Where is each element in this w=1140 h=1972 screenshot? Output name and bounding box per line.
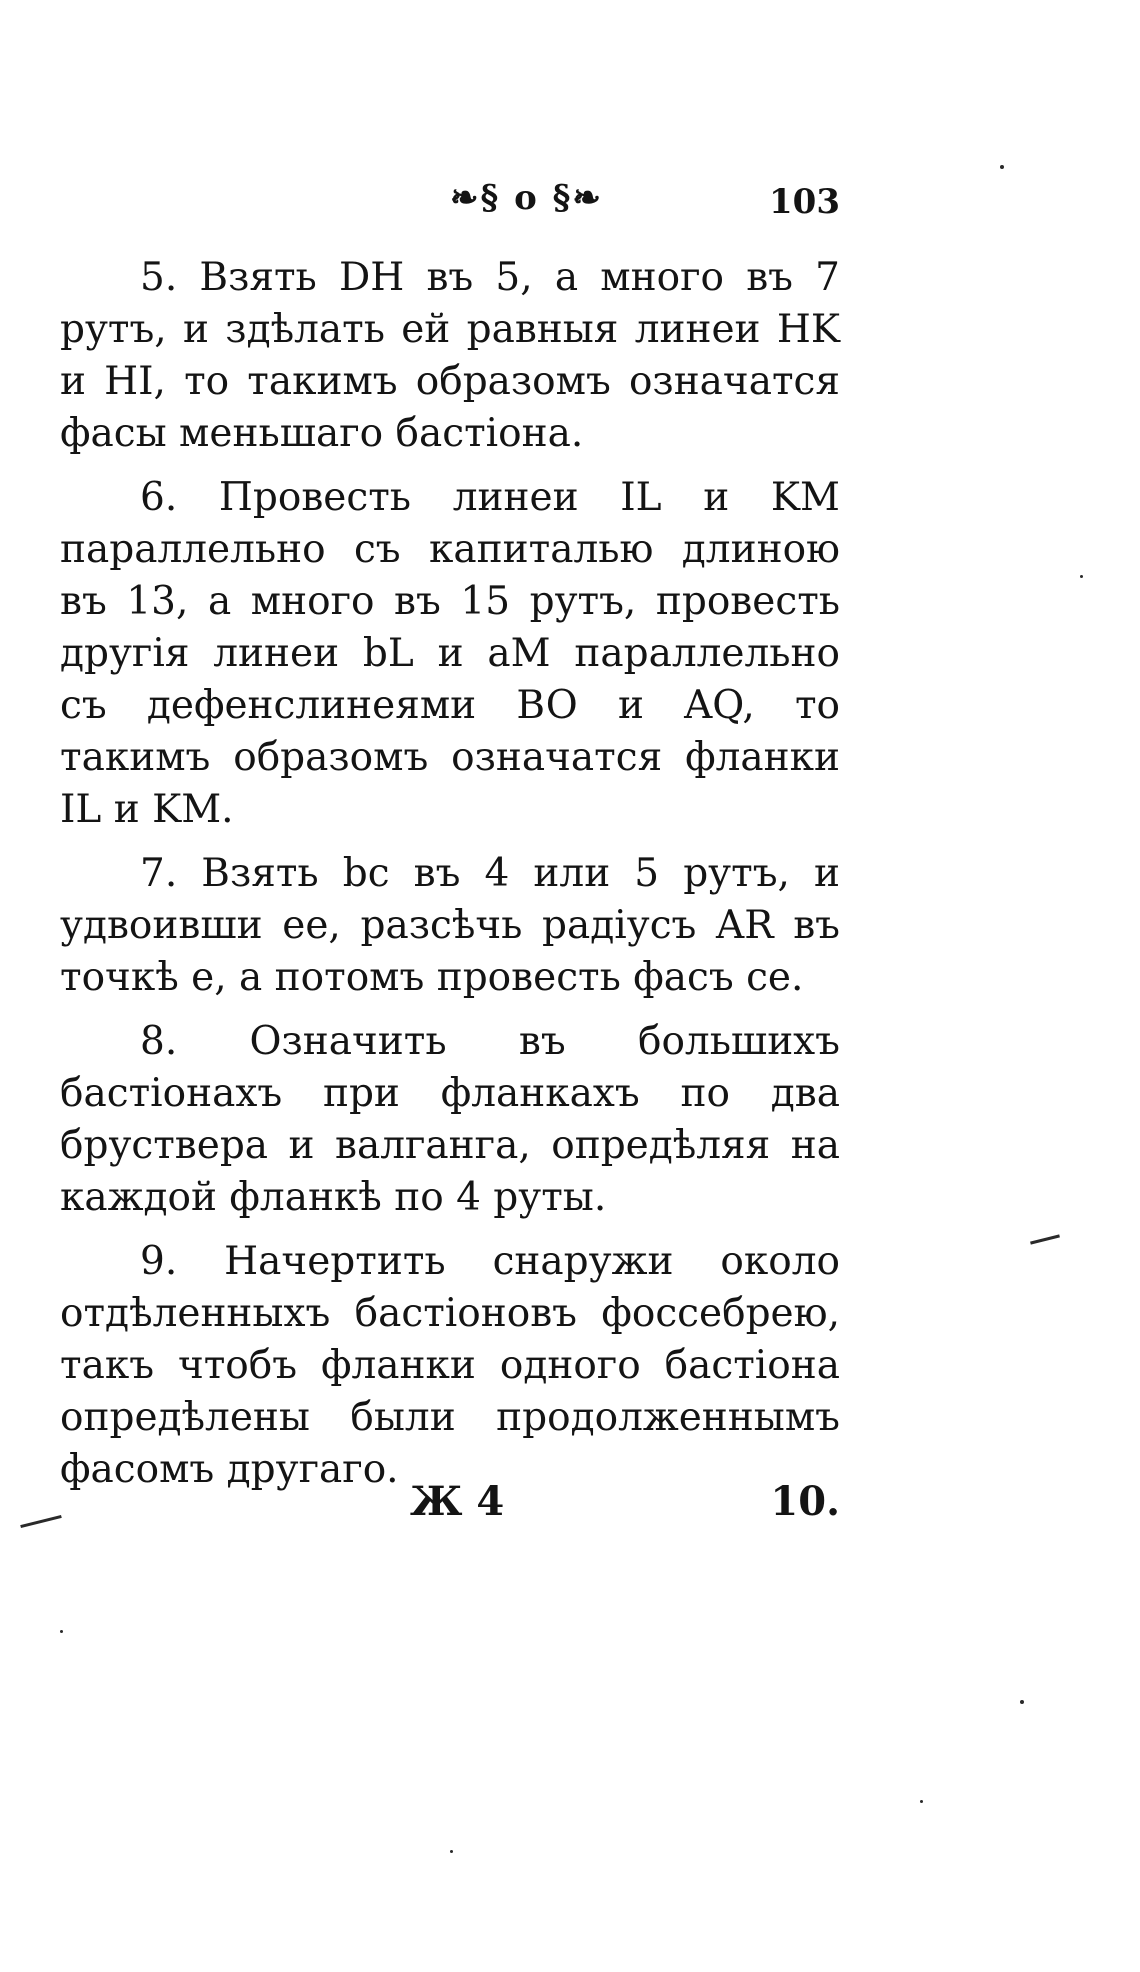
header-ornament: ❧§ o §❧ — [450, 178, 603, 218]
paragraph-5: 5. Взять DH въ 5, а много въ 7 рутъ, и здѣлать ей равныя линеи HK и HI, то такимъ образомъ означатся фасы меньшаго бастіона. — [60, 255, 840, 456]
scan-speck — [60, 1630, 63, 1633]
paragraph-6: 6. Провесть линеи IL и KM параллельно съ капиталью длиною въ 13, а много въ 15 рутъ, провесть другія линеи bL и aM параллельно съ дефенслинеями BO и AQ, то такимъ образомъ означатся фланки IL и KM. — [60, 475, 840, 832]
scan-speck — [1000, 165, 1004, 169]
page-footer — [60, 1478, 840, 1538]
running-header — [60, 178, 840, 238]
scan-speck — [1020, 1700, 1024, 1704]
body-text — [60, 252, 840, 1508]
signature-mark: Ж 4 — [410, 1478, 505, 1525]
paragraph-9: 9. Начертить снаружи около отдѣленныхъ бастіоновъ фоссебрею, такъ чтобъ фланки одного бастіона опредѣлены были продолженнымъ фасомъ другаго. — [60, 1239, 840, 1492]
scan-mark — [20, 1515, 61, 1528]
scan-speck — [920, 1800, 923, 1803]
page-number: 103 — [769, 182, 840, 222]
paragraph-8: 8. Означить въ большихъ бастіонахъ при фланкахъ по два брустверa и валганга, опредѣляя на каждой фланкѣ по 4 руты. — [60, 1019, 840, 1220]
scan-speck — [1080, 575, 1083, 578]
scan-speck — [450, 1850, 453, 1853]
paragraph-7: 7. Взять bc въ 4 или 5 рутъ, и удвоивши ее, разсѣчь радіусъ AR въ точкѣ e, а потомъ провесть фасъ ce. — [60, 851, 840, 1000]
catchword: 10. — [770, 1478, 840, 1525]
scan-mark — [1030, 1234, 1060, 1244]
